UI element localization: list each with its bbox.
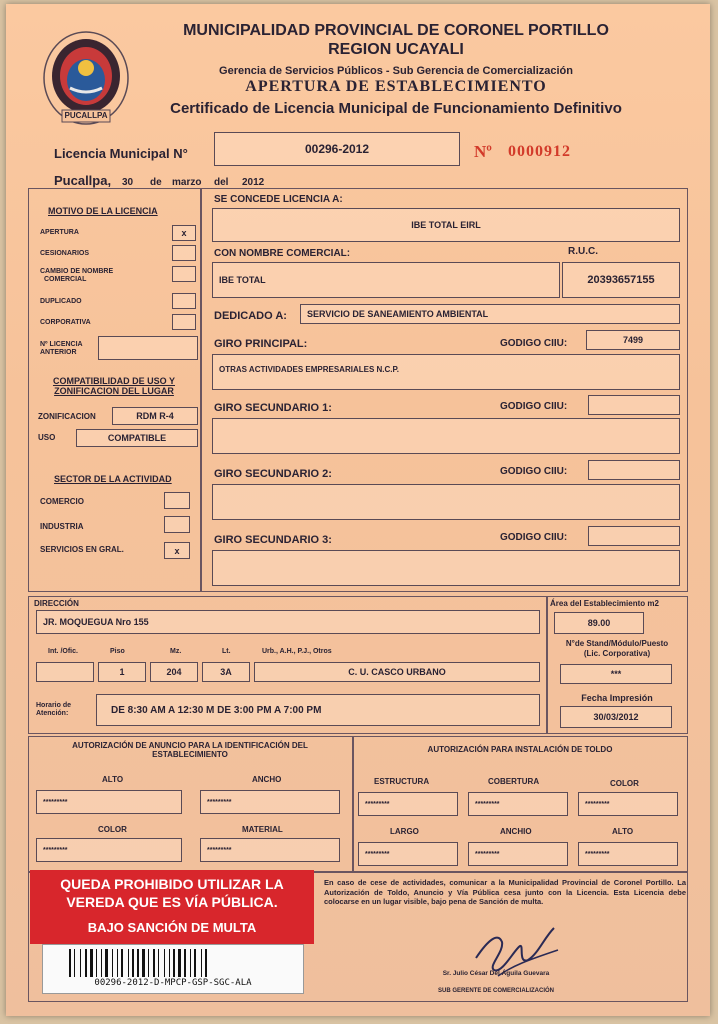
seal-text: PUCALLPA xyxy=(64,111,108,120)
giro-sec2-label: GIRO SECUNDARIO 2: xyxy=(214,468,332,480)
motivo-duplicado-label: DUPLICADO xyxy=(40,298,82,305)
issue-day: 30 xyxy=(122,177,134,188)
servicios-checkbox[interactable]: x xyxy=(164,542,190,559)
dedicado-field: SERVICIO DE SANEAMIENTO AMBIENTAL xyxy=(300,304,680,324)
nombre-comercial-label: CON NOMBRE COMERCIAL: xyxy=(214,248,351,259)
nombre-comercial-field: IBE TOTAL xyxy=(212,262,560,298)
warning-line-3: BAJO SANCIÓN DE MULTA xyxy=(87,920,257,935)
anuncio-alto-field: ********* xyxy=(36,790,182,814)
issue-de2: del xyxy=(214,177,229,188)
codigo-ciiu-label-2: GODIGO CIIU: xyxy=(500,466,568,477)
issue-year: 2012 xyxy=(242,177,265,188)
sector-servicios-label: SERVICIOS EN GRAL. xyxy=(40,545,124,554)
urb-field: C. U. CASCO URBANO xyxy=(254,662,540,682)
sector-industria-label: INDUSTRIA xyxy=(40,522,84,531)
area-field: 89.00 xyxy=(554,612,644,634)
sector-title: SECTOR DE LA ACTIVIDAD xyxy=(54,474,172,484)
horario-label-1: Horario de xyxy=(36,702,72,709)
codigo-sec2-field xyxy=(588,460,680,480)
toldo-largo-field: ********* xyxy=(358,842,458,866)
anuncio-alto-label: ALTO xyxy=(102,775,124,784)
direccion-label: DIRECCIÓN xyxy=(34,599,79,608)
stand-label-2: (Lic. Corporativa) xyxy=(583,649,651,658)
codigo-principal-field: 7499 xyxy=(586,330,680,350)
toldo-alto-label: ALTO xyxy=(612,827,634,836)
department-name: Gerencia de Servicios Públicos - Sub Gerencia de Comercialización xyxy=(219,65,573,77)
anuncio-title-2: ESTABLECIMIENTO xyxy=(152,750,228,759)
uso-field: COMPATIBLE xyxy=(76,429,198,447)
toldo-color-field: ********* xyxy=(578,792,678,816)
fecha-impresion-label: Fecha Impresión xyxy=(581,693,653,703)
fecha-impresion-field: 30/03/2012 xyxy=(560,706,672,728)
anuncio-color-label: COLOR xyxy=(98,825,127,834)
motivo-cambio-label-2: COMERCIAL xyxy=(44,276,87,283)
motivo-cambio-label-1: CAMBIO DE NOMBRE xyxy=(40,268,114,275)
toldo-title: AUTORIZACIÓN PARA INSTALACIÓN DE TOLDO xyxy=(427,745,613,754)
horario-label-2: Atención: xyxy=(36,710,69,717)
barcode-text: 00296-2012-D-MPCP-GSP-SGC-ALA xyxy=(94,978,252,988)
toldo-largo-label: LARGO xyxy=(390,827,419,836)
dedicado-label: DEDICADO A: xyxy=(214,310,287,322)
giro-principal-field: OTRAS ACTIVIDADES EMPRESARIALES N.C.P. xyxy=(212,354,680,390)
license-number-field: 00296-2012 xyxy=(214,132,460,166)
licencia-anterior-label-1: Nº LICENCIA xyxy=(40,341,83,348)
toldo-alto-field: ********* xyxy=(578,842,678,866)
region-name: REGION UCAYALI xyxy=(328,41,464,58)
anuncio-material-field: ********* xyxy=(200,838,340,862)
int-ofic-field xyxy=(36,662,94,682)
toldo-estructura-label: ESTRUCTURA xyxy=(374,777,430,786)
stand-label-1: N°de Stand/Módulo/Puesto xyxy=(565,639,669,648)
codigo-ciiu-label-1: GODIGO CIIU: xyxy=(500,401,568,412)
titular-field: IBE TOTAL EIRL xyxy=(212,208,680,242)
cese-notice: En caso de cese de actividades, comunicar a la Municipalidad Provincial de Coronel Portillo. La Autorización de Toldo, Anuncio y Vía Pública cesa junto con la Licencia. Esta Licencia debe colocarse en un lugar visible, bajo pena de Sanción de multa. xyxy=(324,878,686,906)
document-title: APERTURA DE ESTABLECIMIENTO xyxy=(245,78,547,95)
toldo-color-label: COLOR xyxy=(610,779,639,788)
main-divider xyxy=(200,188,202,592)
compatibilidad-title-1: COMPATIBILIDAD DE USO Y xyxy=(52,376,175,386)
motivo-title: MOTIVO DE LA LICENCIA xyxy=(48,206,158,216)
piso-label: Piso xyxy=(110,648,125,655)
anuncio-ancho-label: ANCHO xyxy=(252,775,282,784)
anuncio-material-label: MATERIAL xyxy=(242,825,283,834)
codigo-sec3-field xyxy=(588,526,680,546)
giro-sec3-field xyxy=(212,550,680,586)
stand-field: *** xyxy=(560,664,672,684)
anuncio-title-1: AUTORIZACIÓN DE ANUNCIO PARA LA IDENTIFICACIÓN DEL xyxy=(72,741,308,750)
license-number-label: Licencia Municipal N° xyxy=(54,146,188,161)
apertura-checkbox[interactable]: x xyxy=(172,225,196,241)
document-subtitle: Certificado de Licencia Municipal de Funcionamiento Definitivo xyxy=(170,100,622,117)
cesionarios-checkbox[interactable] xyxy=(172,245,196,261)
comercio-checkbox[interactable] xyxy=(164,492,190,509)
issue-place: Pucallpa, xyxy=(54,173,112,188)
serial-symbol: Nº xyxy=(474,142,492,161)
cambio-checkbox[interactable] xyxy=(172,266,196,282)
urb-label: Urb., A.H., P.J., Otros xyxy=(262,648,332,655)
giro-sec1-field xyxy=(212,418,680,454)
compatibilidad-title-2: ZONIFICACION DEL LUGAR xyxy=(54,386,174,396)
zonificacion-field: RDM R-4 xyxy=(112,407,198,425)
toldo-cobertura-label: COBERTURA xyxy=(488,777,540,786)
toldo-ancho-label: ANCHIO xyxy=(500,827,532,836)
warning-banner xyxy=(30,870,314,944)
se-concede-label: SE CONCEDE LICENCIA A: xyxy=(214,194,343,205)
direccion-field: JR. MOQUEGUA Nro 155 xyxy=(36,610,540,634)
municipality-name: MUNICIPALIDAD PROVINCIAL DE CORONEL PORTILLO xyxy=(183,22,609,39)
issue-month: marzo xyxy=(172,177,202,188)
barcode-sticker xyxy=(42,944,304,994)
codigo-ciiu-label-3: GODIGO CIIU: xyxy=(500,532,568,543)
serial-number: 0000912 xyxy=(508,143,571,160)
toldo-estructura-field: ********* xyxy=(358,792,458,816)
giro-sec2-field xyxy=(212,484,680,520)
duplicado-checkbox[interactable] xyxy=(172,293,196,309)
giro-principal-label: GIRO PRINCIPAL: xyxy=(214,338,308,350)
area-label: Área del Establecimiento m2 xyxy=(550,599,659,608)
uso-label: USO xyxy=(38,433,56,442)
signatory-role: SUB GERENTE DE COMERCIALIZACIÓN xyxy=(437,988,554,994)
anuncio-ancho-field: ********* xyxy=(200,790,340,814)
licencia-anterior-field xyxy=(98,336,198,360)
industria-checkbox[interactable] xyxy=(164,516,190,533)
piso-field: 1 xyxy=(98,662,146,682)
warning-line-1: QUEDA PROHIBIDO UTILIZAR LA xyxy=(60,876,284,892)
giro-sec1-label: GIRO SECUNDARIO 1: xyxy=(214,402,332,414)
warning-line-2: VEREDA QUE ES VÍA PÚBLICA. xyxy=(66,894,278,910)
toldo-cobertura-field: ********* xyxy=(468,792,568,816)
direccion-divider xyxy=(546,596,548,734)
codigo-ciiu-label-principal: GODIGO CIIU: xyxy=(500,338,568,349)
motivo-corporativa-label: CORPORATIVA xyxy=(40,319,91,326)
barcode-icon xyxy=(69,949,275,977)
zonificacion-label: ZONIFICACION xyxy=(38,412,96,421)
license-certificate xyxy=(6,4,710,1016)
sector-comercio-label: COMERCIO xyxy=(40,497,84,506)
corporativa-checkbox[interactable] xyxy=(172,314,196,330)
motivo-apertura-label: APERTURA xyxy=(40,229,79,236)
giro-sec3-label: GIRO SECUNDARIO 3: xyxy=(214,534,332,546)
ruc-field: 20393657155 xyxy=(562,262,680,298)
toldo-ancho-field: ********* xyxy=(468,842,568,866)
mz-field: 204 xyxy=(150,662,198,682)
ruc-label: R.U.C. xyxy=(568,246,598,257)
lt-field: 3A xyxy=(202,662,250,682)
codigo-sec1-field xyxy=(588,395,680,415)
mz-label: Mz. xyxy=(170,648,182,655)
signatory-name: Sr. Julio César Del Águila Guevara xyxy=(442,970,550,977)
autorizacion-divider xyxy=(352,736,354,872)
issue-de1: de xyxy=(150,177,162,188)
motivo-cesionarios-label: CESIONARIOS xyxy=(40,250,90,257)
anuncio-color-field: ********* xyxy=(36,838,182,862)
lt-label: Lt. xyxy=(222,648,231,655)
licencia-anterior-label-2: ANTERIOR xyxy=(40,349,77,356)
horario-field: DE 8:30 AM A 12:30 M DE 3:00 PM A 7:00 PM xyxy=(96,694,540,726)
int-ofic-label: Int. /Ofic. xyxy=(48,648,78,655)
